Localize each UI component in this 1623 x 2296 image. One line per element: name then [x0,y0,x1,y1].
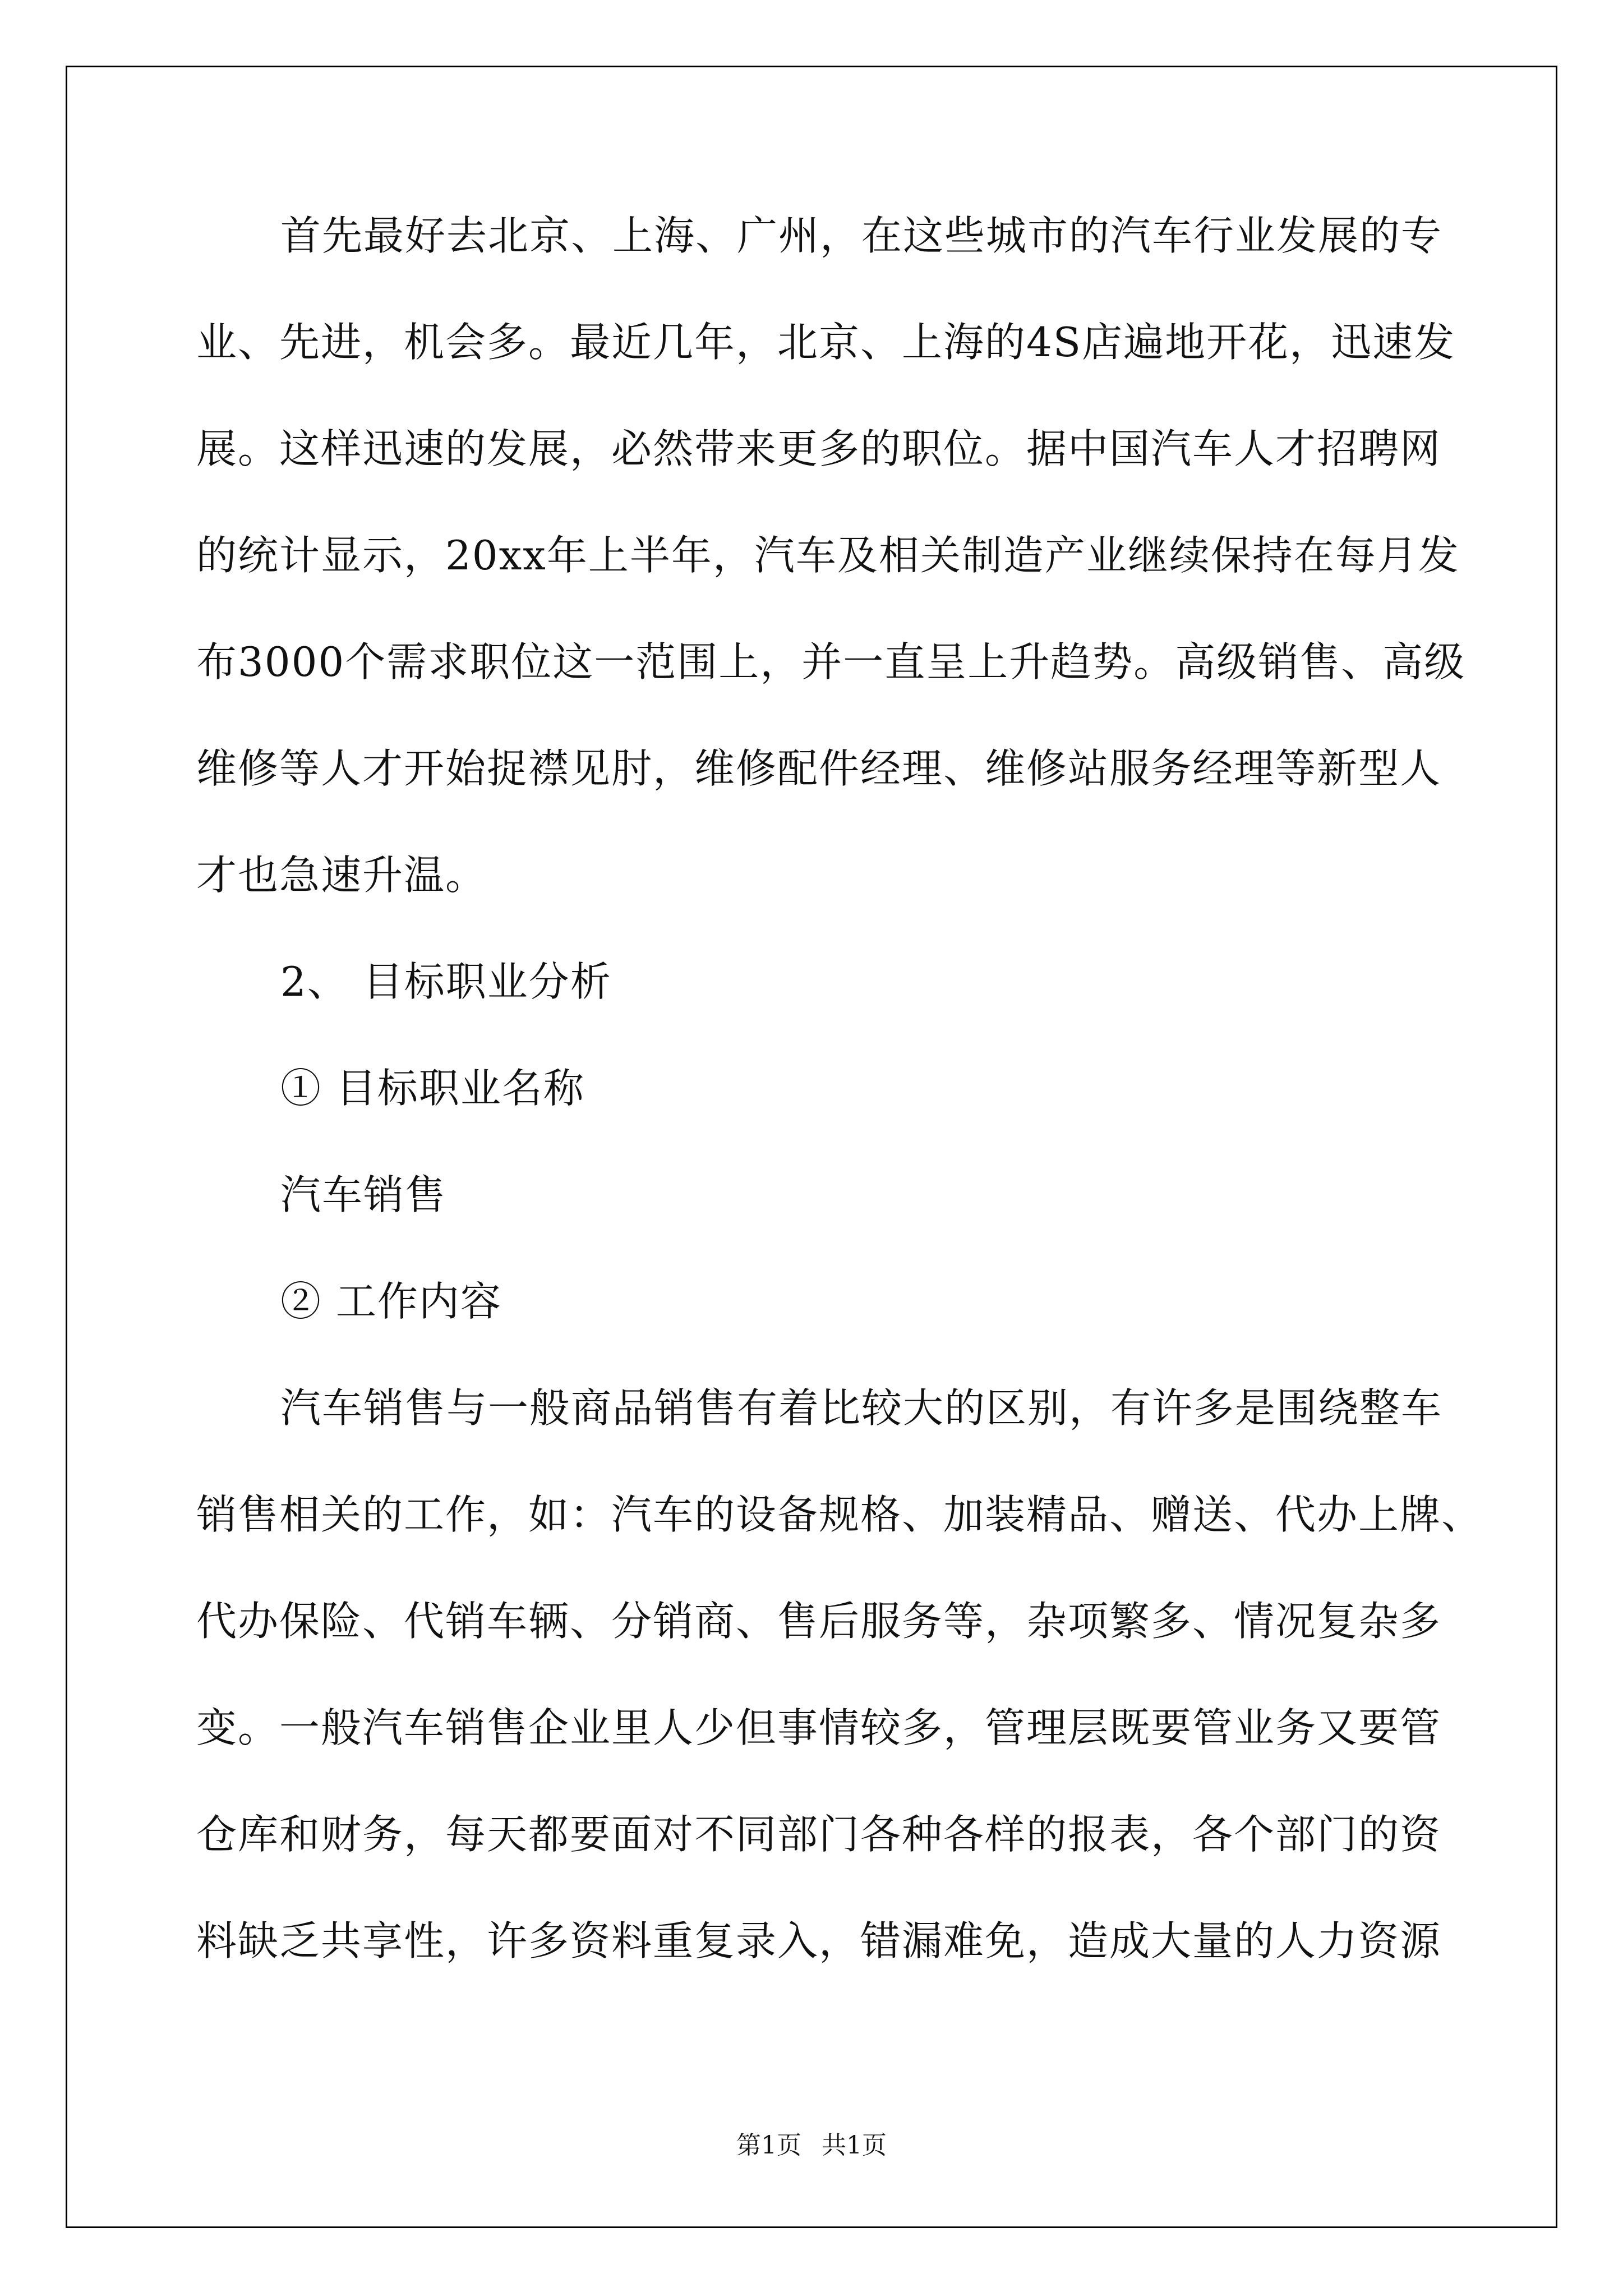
paragraph-line: 展。这样迅速的发展，必然带来更多的职位。据中国汽车人才招聘网 [196,425,1442,472]
paragraph-line: 汽车销售 [280,1171,447,1218]
page-border [66,66,1557,2228]
paragraph-line: 业、先进，机会多。最近几年，北京、上海的4S店遍地开花，迅速发 [196,319,1456,366]
paragraph-line: 销售相关的工作，如：汽车的设备规格、加装精品、赠送、代办上牌、 [196,1491,1483,1538]
subsection-heading: ① 目标职业名称 [280,1065,585,1112]
paragraph-line: 仓库和财务，每天都要面对不同部门各种各样的报表，各个部门的资 [196,1811,1442,1858]
page-number-total: 共1页 [822,2131,887,2160]
page-footer [0,2129,1623,2162]
paragraph-line: 料缺乏共享性，许多资料重复录入，错漏难免，造成大量的人力资源 [196,1917,1442,1964]
section-heading: 2、 目标职业分析 [280,958,612,1005]
paragraph-line: 代办保险、代销车辆、分销商、售后服务等，杂项繁多、情况复杂多 [196,1598,1442,1645]
page-number-current: 第1页 [736,2131,801,2160]
subsection-heading: ② 工作内容 [280,1278,502,1325]
paragraph-line: 汽车销售与一般商品销售有着比较大的区别，有许多是围绕整车 [280,1384,1443,1432]
paragraph-line: 变。一般汽车销售企业里人少但事情较多，管理层既要管业务又要管 [196,1704,1442,1751]
paragraph-line: 才也急速升温。 [196,852,487,899]
paragraph-line: 维修等人才开始捉襟见肘，维修配件经理、维修站服务经理等新型人 [196,745,1442,792]
paragraph-line: 首先最好去北京、上海、广州，在这些城市的汽车行业发展的专 [280,212,1443,259]
paragraph-line: 布3000个需求职位这一范围上，并一直呈上升趋势。高级销售、高级 [196,638,1466,685]
paragraph-line: 的统计显示，20xx年上半年，汽车及相关制造产业继续保持在每月发 [196,532,1460,579]
